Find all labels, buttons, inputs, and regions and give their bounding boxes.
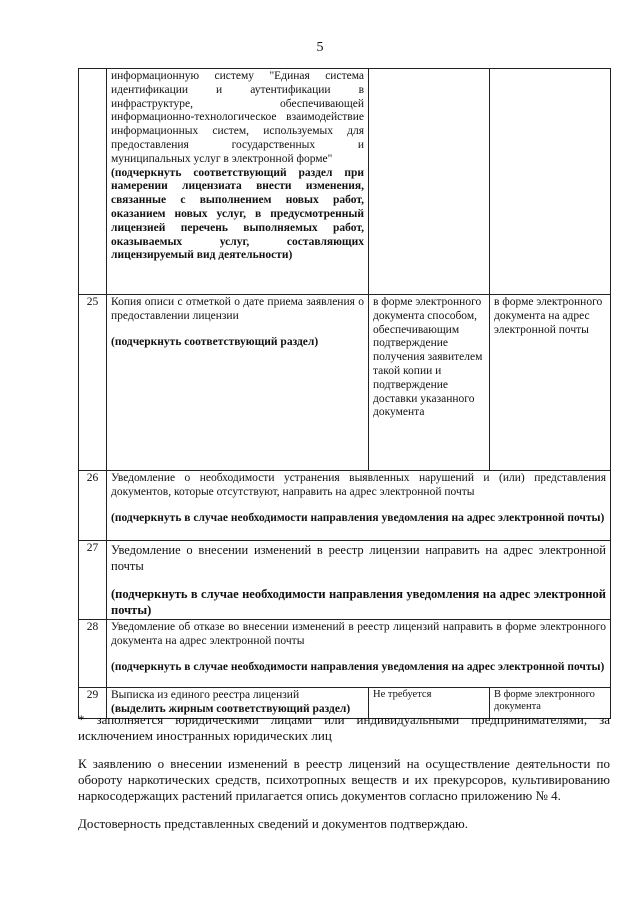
row-number: 25 [79,295,107,471]
table-row [79,69,611,295]
document-cell [107,541,611,620]
method-cell [369,69,490,295]
row-number-cell [79,69,107,295]
row-number: 29 [79,688,107,719]
document-cell [107,69,369,295]
footnote: * заполняется юридическими лицами или индивидуальными предпринимателями, за исключением иностранных юридических лиц [78,712,610,743]
document-instruction: (подчеркнуть в случае необходимости направления уведомления на адрес электронной почты) [111,511,605,524]
table-row [79,620,611,688]
attachment-note: К заявлению о внесении изменений в реестр лицензий на осуществление деятельности по обороту наркотических средств, психотропных веществ и их прекурсоров, культивированию наркосодержащих растений прилагается опись документов согласно приложению № 4. [78,756,610,803]
page-number: 5 [316,40,324,55]
document-text: Копия описи с отметкой о дате приема заявления о предоставлении лицензии [111,296,364,322]
document-instruction: (выделить жирным соответствующий раздел) [111,702,351,715]
method-cell: в форме электронного документа способом, обеспечивающим подтверждение получения заявителем такой копии и подтверждение доставки указанного документа [369,295,490,471]
document-cell [107,295,369,471]
documents-table [78,68,611,719]
document-instruction: (подчеркнуть в случае необходимости направления уведомления на адрес электронной почты) [111,660,605,673]
document-text: Уведомление о необходимости устранения выявленных нарушений и (или) представления документов, которые отсутствуют, направить на адрес электронной почты [111,472,606,498]
row-number: 26 [79,471,107,541]
document-text: Уведомление о внесении изменений в реестр лицензии направить на адрес электронной почты [111,543,606,573]
document-instruction: (подчеркнуть в случае необходимости направления уведомления на адрес электронной почты) [111,587,606,617]
table-row [79,471,611,541]
row-number: 28 [79,620,107,688]
delivery-cell: В форме электронного документа [490,688,611,719]
table-row [79,541,611,620]
document-instruction: (подчеркнуть соответствующий раздел при намерении лицензиата внести изменения, связанные с выполнением новых работ, оказанием новых услуг, в предусмотренный лицензией перечень выполняемых работ, оказываемых услуг, составляющих лицензируемый вид деятельности) [111,166,364,262]
document-text: Выписка из единого реестра лицензий [111,689,300,701]
document-cell [107,471,611,541]
document-text: Уведомление об отказе во внесении изменений в реестр лицензий направить в форме электронного документа на адрес электронной почты [111,621,606,647]
document-cell [107,620,611,688]
delivery-cell: в форме электронного документа на адрес электронной почты [490,295,611,471]
table-row [79,295,611,471]
certification-statement: Достоверность представленных сведений и документов подтверждаю. [78,816,468,831]
method-cell: Не требуется [369,688,490,719]
row-number: 27 [79,541,107,620]
document-instruction: (подчеркнуть соответствующий раздел) [111,335,319,348]
document-text: информационную систему "Единая система идентификации и аутентификации в инфраструктуре, обеспечивающей информационно-технологическое взаимодействие информационных систем, используемых для предоставления государственных и муниципальных услуг в электронной форме" [111,70,364,165]
delivery-cell [490,69,611,295]
